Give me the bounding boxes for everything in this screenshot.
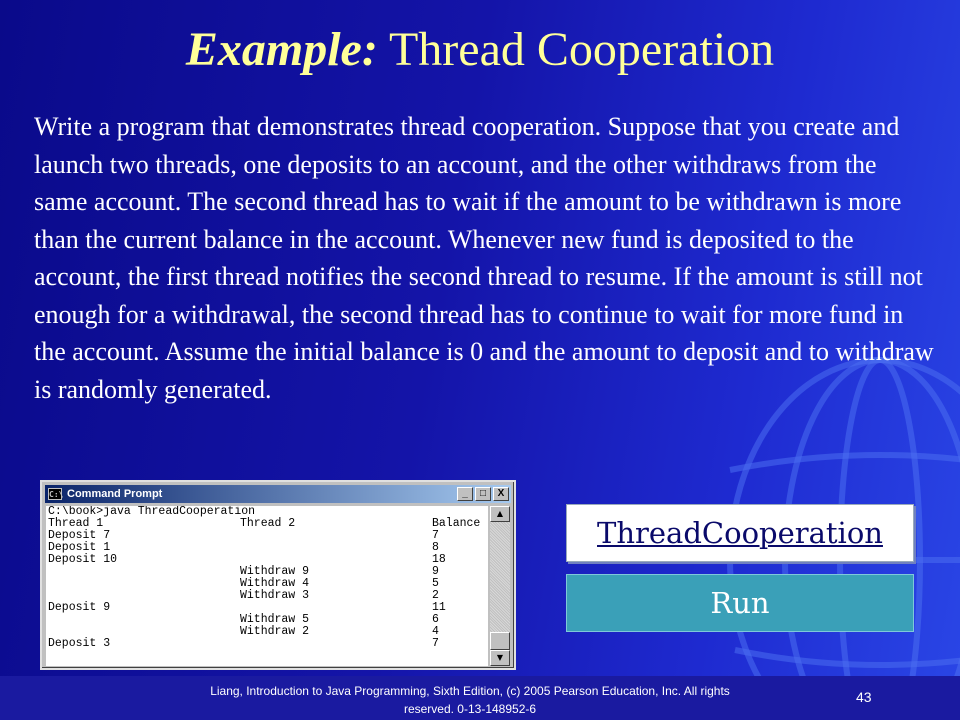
row-thread-2: Withdraw 2 [240,625,310,638]
row-balance: 4 [432,625,439,638]
title-rest: Thread Cooperation [377,23,775,76]
row-balance: 18 [432,553,446,566]
row-thread-1: Deposit 9 [48,601,111,614]
console-row [46,530,488,542]
row-thread-1: Deposit 7 [48,529,111,542]
close-button[interactable]: X [493,487,509,501]
header-thread-2: Thread 2 [240,517,296,530]
row-thread-1: Deposit 3 [48,637,111,650]
minimize-button[interactable]: _ [457,487,473,501]
console-row [46,626,488,638]
maximize-button[interactable]: □ [475,487,491,501]
row-thread-2: Withdraw 9 [240,565,310,578]
footer-citation: Liang, Introduction to Java Programming, Sixth Edition, (c) 2005 Pearson Education, Inc. All rights reserved. 0-13-148952-6 [210,684,730,716]
row-balance: 6 [432,613,439,626]
header-balance: Balance [432,517,481,530]
page-number: 43 [856,689,872,705]
row-balance: 8 [432,541,439,554]
console-icon: C:\ [49,490,64,499]
row-thread-1: Deposit 10 [48,553,118,566]
window-title: Command Prompt [67,488,163,500]
console-header-row [46,518,488,530]
row-balance: 11 [432,601,446,614]
run-button[interactable]: Run [566,574,914,632]
console-command-line: C:\book>java ThreadCooperation [48,506,256,518]
row-balance: 7 [432,637,439,650]
command-prompt-window[interactable] [40,480,516,670]
title-emphasis: Example: [185,23,378,76]
console-output[interactable] [46,506,488,666]
row-thread-2: Withdraw 3 [240,589,310,602]
row-balance: 2 [432,589,439,602]
console-row [46,590,488,602]
row-balance: 9 [432,565,439,578]
row-thread-2: Withdraw 5 [240,613,310,626]
vertical-scrollbar[interactable] [490,506,510,666]
scroll-down-icon[interactable]: ▼ [490,650,510,666]
scroll-up-icon[interactable]: ▲ [490,506,510,522]
thread-cooperation-link-button[interactable]: ThreadCooperation [566,504,914,562]
row-balance: 7 [432,529,439,542]
slide-title [0,22,960,78]
header-thread-1: Thread 1 [48,517,104,530]
row-balance: 5 [432,577,439,590]
console-row [46,638,488,650]
window-titlebar[interactable] [45,485,511,503]
scroll-thumb[interactable] [490,632,510,650]
row-thread-2: Withdraw 4 [240,577,310,590]
row-thread-1: Deposit 1 [48,541,111,554]
window-controls [457,487,509,501]
slide-body: Write a program that demonstrates thread cooperation. Suppose that you create and launch two threads, one deposits to an account, and the other withdraws from the same account. The second thread has to wait if the amount to be withdrawn is more than the current balance in the account. Whenever new fund is deposited to the account, the first thread notifies the second thread to resume. If the amount is still not enough for a withdrawal, the second thread has to continue to wait for more fund in the account. Assume the initial balance is 0 and the amount to deposit and to withdraw is randomly generated. [34,112,934,404]
